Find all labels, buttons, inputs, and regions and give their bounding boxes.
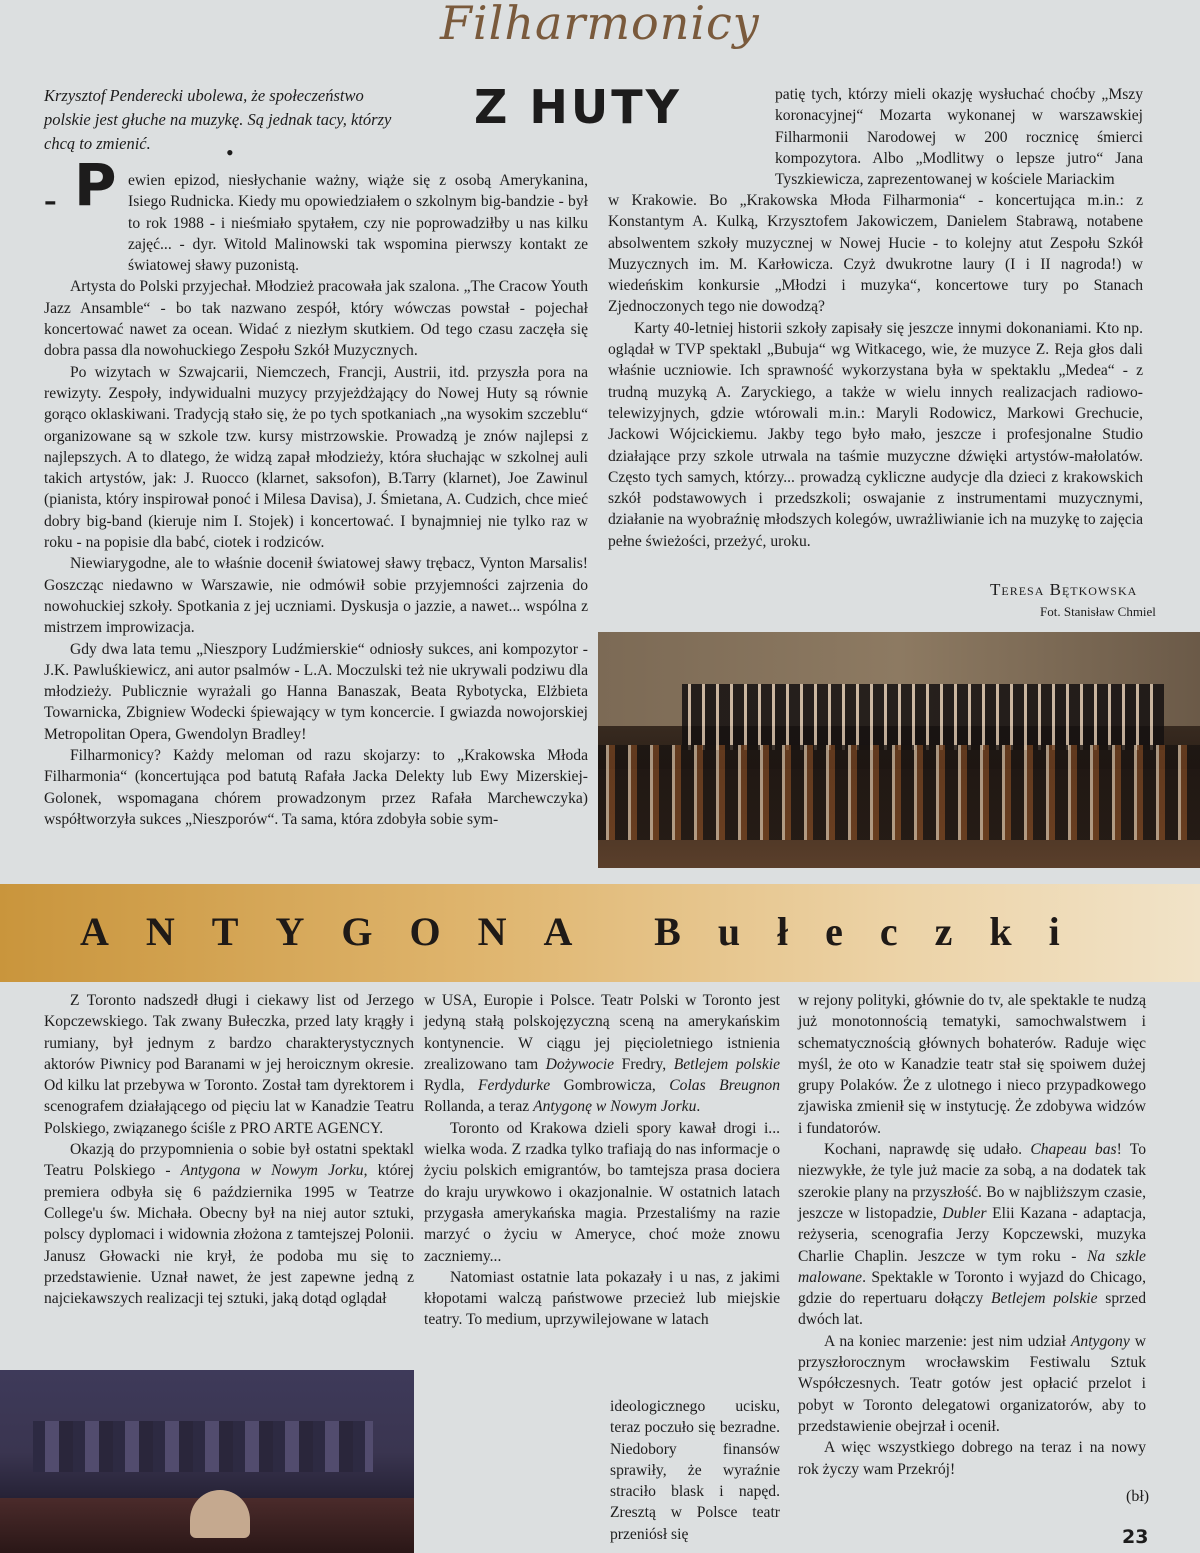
article-headline: Z HUTY [474, 80, 682, 134]
article2-column-2 [424, 990, 780, 1331]
page-number: 23 [1122, 1526, 1149, 1548]
paragraph: Okazją do przypomnienia o sobie był ostatni spektakl Teatru Polskiego - Antygona w Nowym Jorku, której premiera odbyła się 6 października 1995 w Teatrze College'u św. Michała. Obecny był na niej autor sztuki, polscy dyplomaci i widownia złożona z tamtejszej Polonii. Janusz Głowacki nie krył, że podoba mu się to przedstawienie. Uznał nawet, że jest zapewne jedną z najciekawszych realizacji tej sztuki, jaką dotąd oglądał [44, 1141, 414, 1308]
article-lede: Krzysztof Penderecki ubolewa, że społeczeństwo polskie jest głuche na muzykę. Są jednak tacy, którzy chcą to zmienić. [44, 86, 392, 153]
paragraph: patię tych, którzy mieli okazję wysłuchać choćby „Mszy koronacyjnej“ Mozarta wykonanej w warszawskiej Filharmonii Narodowej w 200 rocznicę śmierci kompozytora. Albo „Modlitwy o lepsze jutro“ Jana Tyszkiewicza, zaprezentowanej w kościele Mariackim [775, 86, 1143, 189]
article2-column-2-wrap [610, 1396, 780, 1545]
article2-title: ANTYGONA Bułeczki [80, 909, 1097, 954]
paragraph: ewien epizod, niesłychanie ważny, wiąże się z osobą Amerykanina, Isiego Rudnicka. Kiedy mu opowiedziałem o szkolnym big-bandzie - był to rok 1988 - i nieśmiało spytałem, czy nie poprowadziłby u nas kilku zajęć... - dyr. Witold Malinowski tak wspomina pierwszy kontakt ze światowej sławy puzonistą. [128, 172, 588, 275]
author-byline: Teresa Bętkowska [990, 580, 1138, 599]
theatre-photo [0, 1370, 414, 1553]
paragraph: Po wizytach w Szwajcarii, Niemczech, Francji, Austrii, itd. przyszła pora na rewizyty. Zespoły, indywidualni muzycy przyjeżdżający do Nowej Huty są równie gorąco oklaskiwani. Tradycją stało się, że po tych spotkaniach „na wysokim szczeblu“ organizowane są w szkole tzw. kursy mistrzowskie. Prowadzą je znów najlepsi z najlepszych. A to dlatego, że widzą zapał młodzieży, która słuchając w szkolnej auli takich artystów, jak: J. Ruocco (klarnet, saksofon), B.Tarry (klarnet), Joe Zawinul (pianista, który inspirował ponoć i Milesa Davisa), J. Śmietana, A. Cudzich, chce mieć dobry big-band (kieruje nim I. Stojek) i koncertować. I bynajmniej nie tylko raz w roku - na popisie dla babć, ciotek i rodziców. [44, 363, 588, 552]
paragraph: Artysta do Polski przyjechał. Młodzież pracowała jak szalona. „The Cracow Youth Jazz Ansamble“ - bo tak nazwano zespół, który wówczas powstał - pojechał koncertować nawet za ocean. Widać z niezłym skutkiem. Od tego czasu zaczęła się dobra passa dla nowohuckiego Zespołu Szkół Muzycznych. [44, 278, 588, 360]
paragraph: Natomiast ostatnie lata pokazały i u nas, z jakimi kłopotami walczą państwowe przecież lub miejskie teatry. To medium, uprzywilejowane w latach [424, 1268, 780, 1329]
paragraph: Filharmonicy? Każdy meloman od razu skojarzy: to „Krakowska Młoda Filharmonia“ (koncertująca pod batutą Rafała Jacka Delekty lub Ewy Mizerskiej-Golonek, wspomagana chórem prowadzonym przez Rafała Marchewczyka) współtworzyła sukces „Nieszporów“. Ta sama, która zdobyła sobie sym- [44, 747, 588, 828]
paragraph: ideologicznego ucisku, teraz poczuło się bezradne. Niedobory finansów sprawiły, że wyraźnie straciło blask i napęd. Zresztą w Polsce teatr przeniósł się [610, 1398, 780, 1543]
dropcap-dash: - [44, 179, 57, 221]
section-heading: Filharmonicy [440, 0, 760, 50]
article1-column-2 [608, 190, 1143, 552]
paragraph: w USA, Europie i Polsce. Teatr Polski w Toronto jest jedyną stałą polskojęzyczną sceną na amerykańskim kontynencie. W ciągu jej pięcioletniego istnienia zrealizowano tam Dożywocie Fredry, Betlejem polskie Rydla, Ferdydurke Gombrowicza, Colas Breugnon Rollanda, a teraz Antygonę w Nowym Jorku. [424, 992, 781, 1116]
paragraph: w Krakowie. Bo „Krakowska Młoda Filharmonia“ - koncertująca m.in.: z Konstantym A. Kulką, Krzysztofem Jakowiczem, Danielem Stabrawą, notabene absolwentem szkoły muzycznej w Nowej Hucie - to kolejny atut Zespołu Szkół Muzycznych im. M. Karłowicza. Czyż dwukrotne laury (I i II nagroda!) w wiedeńskim konkursie „Młodzi i muzyka“, koncertowe tury po Stanach Zjednoczonych tego nie dowodzą? [608, 192, 1143, 316]
signoff: (bł) [1126, 1488, 1150, 1505]
dropcap-letter: P [74, 151, 117, 219]
article1-column-1 [44, 170, 588, 830]
photo-credit: Fot. Stanisław Chmiel [1040, 604, 1156, 619]
paragraph: Kochani, naprawdę się udało. Chapeau bas! To niezwykłe, że tyle już macie za sobą, a na dodatek tak szerokie plany na przyszłość. Bo w najbliższym czasie, jeszcze w listopadzie, Dubler Elii Kazana - adaptacja, reżyseria, scenografia Jerzy Kopczewski, muzyka Charlie Chaplin. Jeszcze w tym roku - Na szkle malowane. Spektakle w Toronto i wyjazd do Chicago, gdzie do repertuaru dołączy Betlejem polskie sprzed dwóch lat. [798, 1141, 1147, 1329]
article2-column-1 [44, 990, 414, 1309]
paragraph: Z Toronto nadszedł długi i ciekawy list od Jerzego Kopczewskiego. Tak zwany Bułeczka, przed laty krągły i rumiany, był jednym z bardzo charakterystycznych aktorów Piwnicy pod Baranami w jej heroicznym okresie. Od kilku lat przebywa w Toronto. Został tam dyrektorem i scenografem działającego od pięciu lat w Kanadzie Teatru Polskiego, związanego ściśle z PRO ARTE AGENCY. [44, 992, 414, 1137]
paragraph: Gdy dwa lata temu „Nieszpory Ludźmierskie“ odniosły sukces, ani kompozytor - J.K. Pawluśkiewicz, ani autor psalmów - L.A. Moczulski też nie ukrywali podziwu dla młodzieży. Publicznie wyrażali go Hanna Banaszak, Beata Rybotycka, Elżbieta Towarnicka, Zbigniew Wodecki śpiewający w tym koncercie. I gwiazda nowojorskiej Metropolitan Opera, Gwendolyn Bradley! [44, 640, 588, 743]
paragraph: Toronto od Krakowa dzieli spory kawał drogi i... wielka woda. Z rzadka tylko trafiają do nas informacje o życiu polskich emigrantów, bo tamtejsza prasa dociera do kraju urywkowo i okazjonalnie. W ostatnich latach przygasła amerykańska magia. Przestaliśmy na razie marzyć o życiu w Ameryce, choć może znowu zaczniemy... [424, 1119, 780, 1265]
orchestra-photo [598, 632, 1200, 868]
article1-column-2-top [775, 84, 1143, 190]
paragraph: Niewiarygodne, ale to właśnie docenił światowej sławy trębacz, Vynton Marsalis! Goszcząc niedawno w Warszawie, nie odmówił sobie przyjemności zajrzenia do nowohuckiej szkoły. Spotkania z jej uczniami. Dyskusja o jazzie, a nawet... wspólna z mistrzem improwizacja. [44, 555, 588, 637]
paragraph: A więc wszystkiego dobrego na teraz i na nowy rok życzy wam Przekrój! [798, 1439, 1146, 1478]
paragraph: w rejony polityki, głównie do tv, ale spektakle te nudzą już monotonnością tematyki, samochwalstwem i schematycznością głównych bohaterów. Raduje więc myśl, że oto w Kanadzie teatr stał się spoiwem dużej grupy Polaków. Że z ulotnego i nieco przypadkowego zjawiska zmienił się w instytucję. Że zdobywa widzów i fundatorów. [798, 992, 1146, 1137]
article2-column-3 [798, 990, 1146, 1480]
paragraph: A na koniec marzenie: jest nim udział Antygony w przyszłorocznym wrocławskim Festiwalu Sztuk Współczesnych. Teatr gotów jest opłacić przelot i pobyt w Toronto delegatowi organizatorów, aby to przedstawienie obejrzał i ocenił. [798, 1332, 1146, 1435]
separator-bullet: • [226, 140, 234, 165]
paragraph: Karty 40-letniej historii szkoły zapisały się jeszcze innymi dokonaniami. Kto np. oglądał w TVP spektakl „Bubuja“ wg Witkacego, wie, że muzyce Z. Reja głos dali właśnie uczniowie. Ich sprawność wykorzystana była w spektaklu „Medea“ - z trudną muzyką A. Zaryckiego, a także w wielu innych realizacjach radiowo-telewizyjnych, gdzie wtórowali m.in.: Maryli Rodowicz, Markowi Grechucie, Jackowi Wójcickiemu. Jakby tego było mało, jeszcze i profesjonalne Studio działające przy szkole utrwala na taśmie muzyczne dźwięki artystów-małolatów. Często tych samych, którzy... prowadzą cykliczne audycje dla dzieci z krakowskich szkół podstawowych i przedszkoli; oswajanie z instrumentami muzycznymi, działanie na wyobraźnię młodszych kolegów, uwrażliwianie ich na muzykę to zajęcia pełne świeżości, przeżyć, uroku. [608, 319, 1143, 550]
